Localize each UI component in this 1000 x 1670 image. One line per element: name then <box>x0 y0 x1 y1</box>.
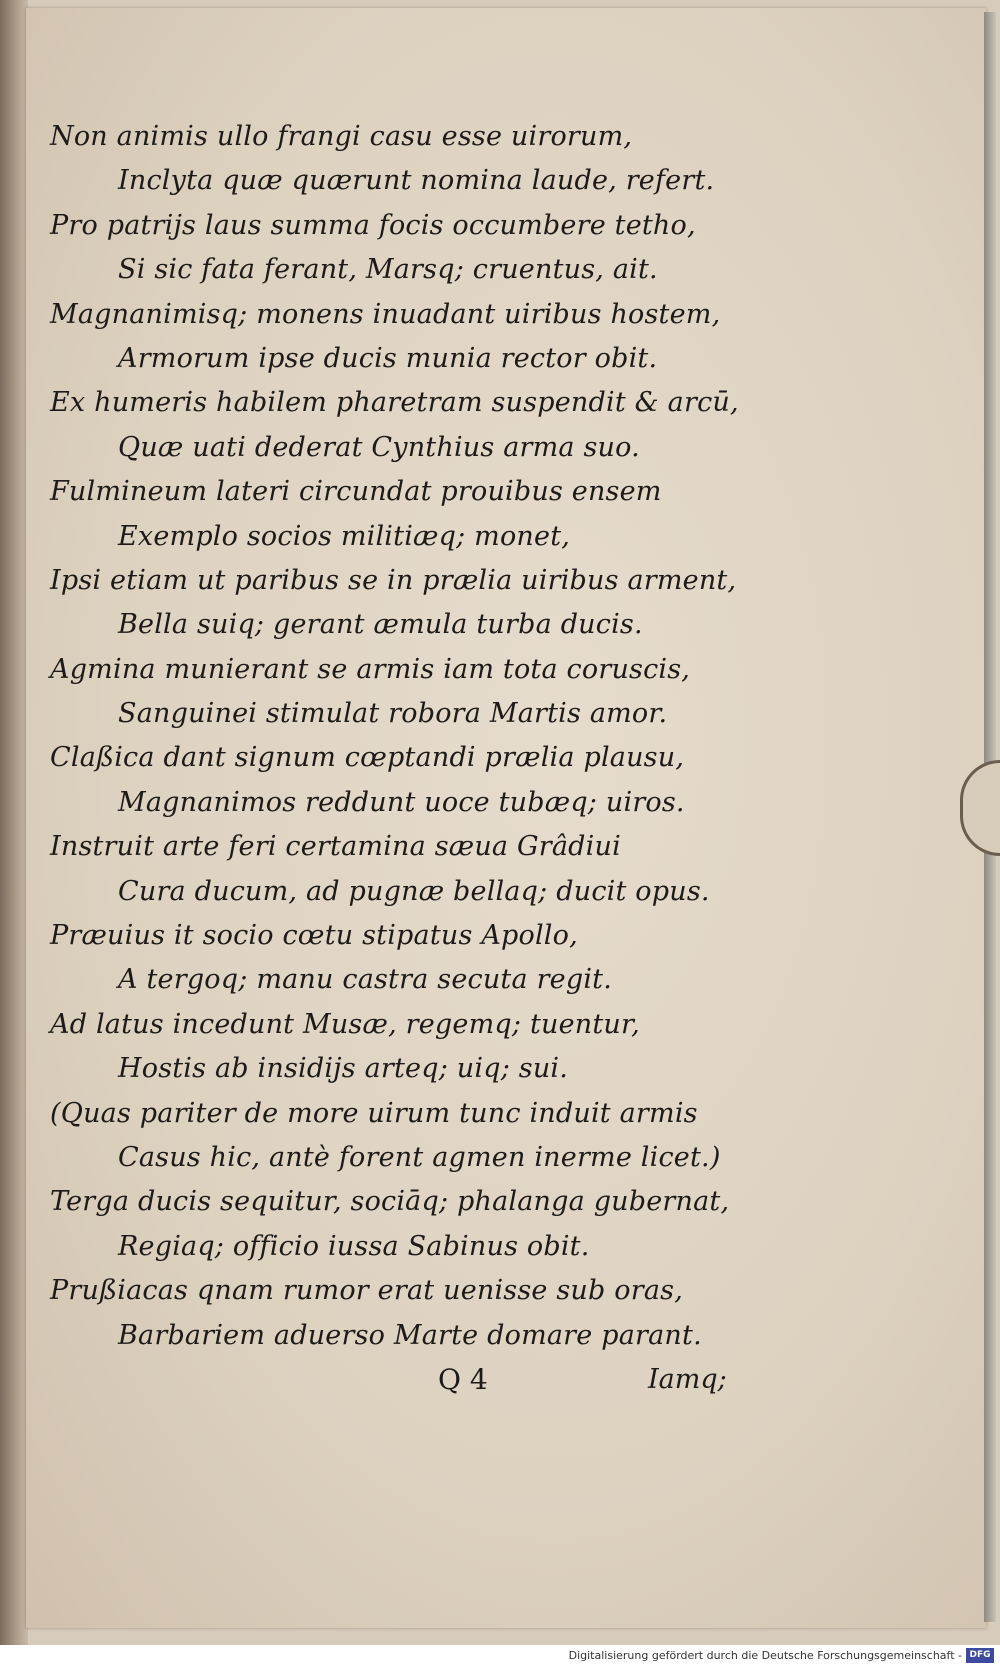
verse-line: Non animis ullo frangi casu esse uirorum, <box>50 121 633 152</box>
verse-line: Instruit arte feri certamina sæua Grâdiui <box>50 831 621 863</box>
poem-text-block <box>50 115 790 1358</box>
digitization-credit: Digitalisierung gefördert durch die Deutsche Forschungsgemeinschaft - <box>568 1649 962 1662</box>
verse-line-indented: Inclyta quæ quærunt nomina laude, refert. <box>118 165 715 197</box>
verse-line: Ad latus incedunt Musæ, regemq; tuentur, <box>50 1008 640 1040</box>
verse-line: Agmina munierant se armis iam tota coruscis, <box>50 653 691 685</box>
left-page-edge <box>0 0 28 1645</box>
verse-line: Præuius it socio cœtu stipatus Apollo, <box>50 920 578 952</box>
verse-line-indented: Armorum ipse ducis munia rector obit. <box>118 342 658 374</box>
verse-line: (Quas pariter de more uirum tunc induit armis <box>50 1097 698 1129</box>
verse-line-indented: Hostis ab insidijs arteq; uiq; sui. <box>118 1053 569 1085</box>
verse-line: Terga ducis sequitur, sociāq; phalanga gubernat, <box>50 1186 730 1218</box>
verse-line-indented: Bella suiq; gerant æmula turba ducis. <box>118 609 643 641</box>
verse-line-indented: Barbariem aduerso Marte domare parant. <box>118 1319 702 1351</box>
verse-line: Magnanimisq; monens inuadant uiribus hostem, <box>50 298 721 330</box>
verse-line-indented: Magnanimos reddunt uoce tubæq; uiros. <box>118 786 685 818</box>
verse-line: Pro patrijs laus summa focis occumbere tetho, <box>50 209 696 241</box>
verse-line: Ipsi etiam ut paribus se in prælia uiribus arment, <box>50 564 737 596</box>
verse-line: Claßica dant signum cœptandi prælia plausu, <box>50 742 685 774</box>
verse-line-indented: Regiaq; officio iussa Sabinus obit. <box>118 1230 590 1262</box>
verse-line-indented: Sanguinei stimulat robora Martis amor. <box>118 698 668 730</box>
verse-line: Fulmineum lateri circundat prouibus ensem <box>50 476 662 508</box>
verse-line-indented: Si sic fata ferant, Marsq; cruentus, ait. <box>118 254 658 286</box>
catchword: Iamq; <box>648 1364 727 1395</box>
digitization-credit-bar <box>0 1645 1000 1670</box>
verse-line-indented: Cura ducum, ad pugnæ bellaq; ducit opus. <box>118 875 710 907</box>
verse-line-indented: Quæ uati dederat Cynthius arma suo. <box>118 431 640 463</box>
verse-line: Ex humeris habilem pharetram suspendit & arcū, <box>50 387 739 419</box>
verse-line: Prußiacas qnam rumor erat uenisse sub oras, <box>50 1275 683 1307</box>
verse-line-indented: Casus hic, antè forent agmen inerme licet.) <box>118 1141 721 1173</box>
verse-line-indented: Exemplo socios militiæq; monet, <box>118 520 571 552</box>
verse-line-indented: A tergoq; manu castra secuta regit. <box>118 964 613 996</box>
signature-mark: Q 4 <box>438 1363 488 1396</box>
dfg-logo: DFG <box>966 1648 994 1663</box>
